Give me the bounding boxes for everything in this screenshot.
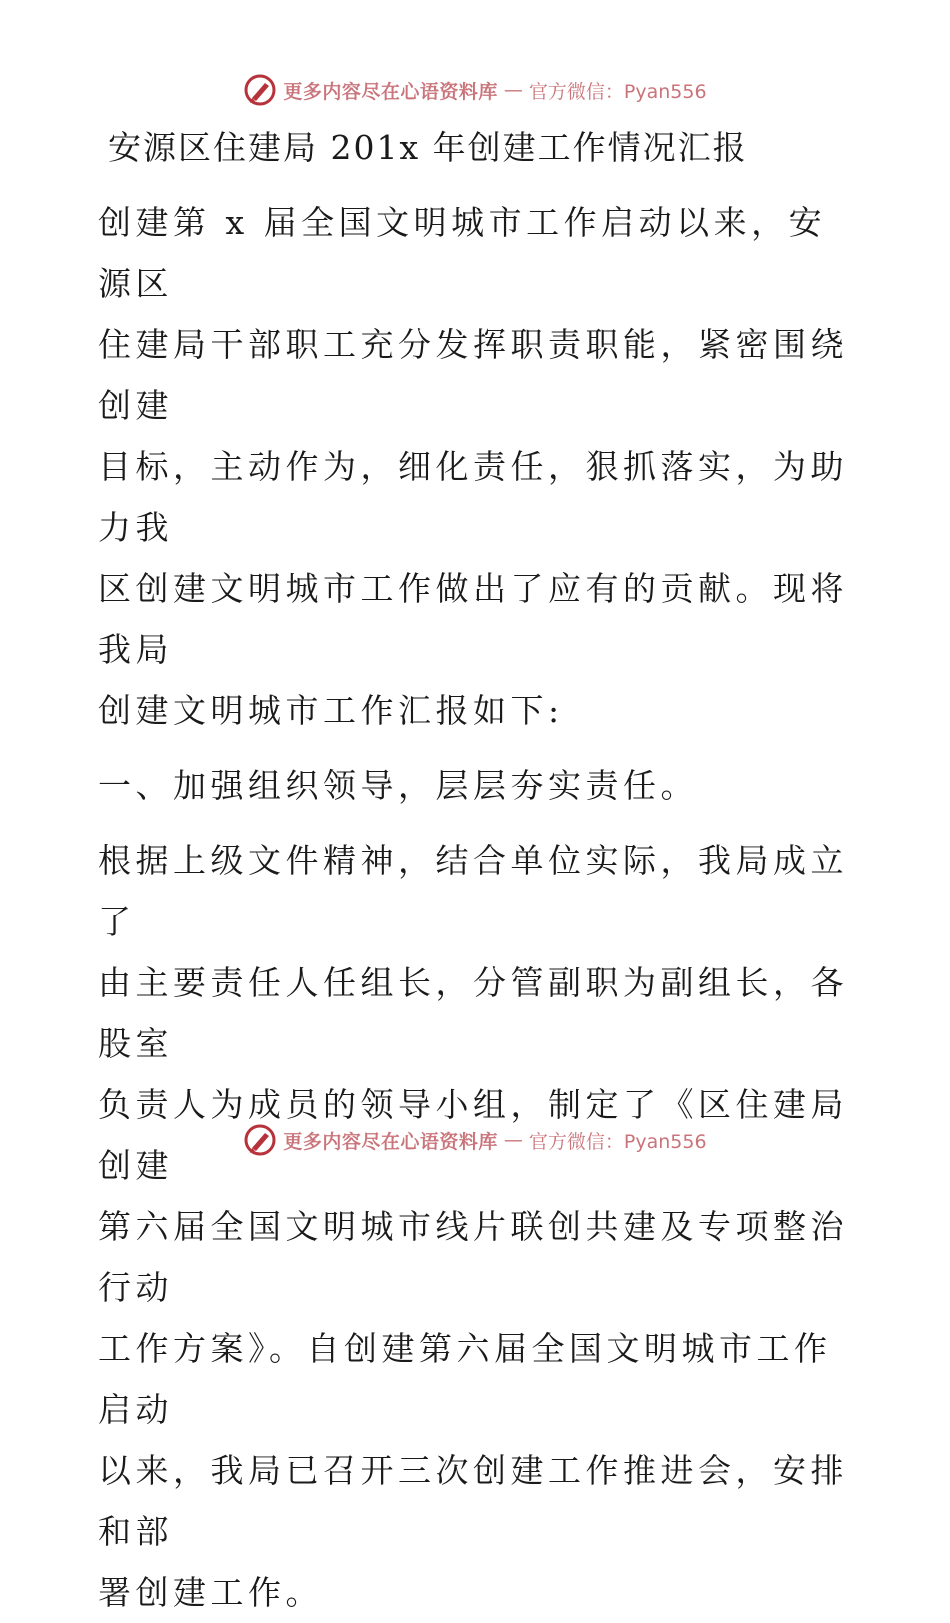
banner-brand-text: 更多内容尽在心语资料库 (283, 80, 498, 103)
pen-circle-icon (243, 73, 277, 107)
document-body (98, 122, 850, 1623)
banner-wechat-text: 官方微信：Pyan556 (528, 80, 707, 103)
banner-wechat-text: 官方微信：Pyan556 (528, 1130, 707, 1153)
banner-separator: — (503, 79, 523, 101)
section-heading-1: 一、加强组织领导，层层夯实责任。 (98, 766, 698, 805)
header-watermark-banner (0, 70, 950, 110)
paragraph-intro: 创建第 x 届全国文明城市工作启动以来，安源区 住建局干部职工充分发挥职责职能，紧密围绕创建 目标，主动作为，细化责任，狠抓落实，为助力我 区创建文明城市工作做出了应有的贡献。现将我局 创建文明城市工作汇报如下: (98, 203, 848, 730)
document-title: 安源区住建局 201x 年创建工作情况汇报 (108, 128, 748, 167)
banner-brand-text: 更多内容尽在心语资料库 (283, 1130, 498, 1153)
paragraph-section-1: 根据上级文件精神，结合单位实际，我局成立了 由主要责任人任组长，分管副职为副组长，各股室 负责人为成员的领导小组，制定了《区住建局创建 第六届全国文明城市线片联创共建及专项整治行动 工作方案》。自创建第六届全国文明城市工作启动 以来，我局已召开三次创建工作推进会，安排和部 署创建工作。 (98, 841, 848, 1612)
pen-circle-icon (243, 1123, 277, 1157)
banner-separator: — (503, 1129, 523, 1151)
footer-watermark-banner (0, 1120, 950, 1160)
